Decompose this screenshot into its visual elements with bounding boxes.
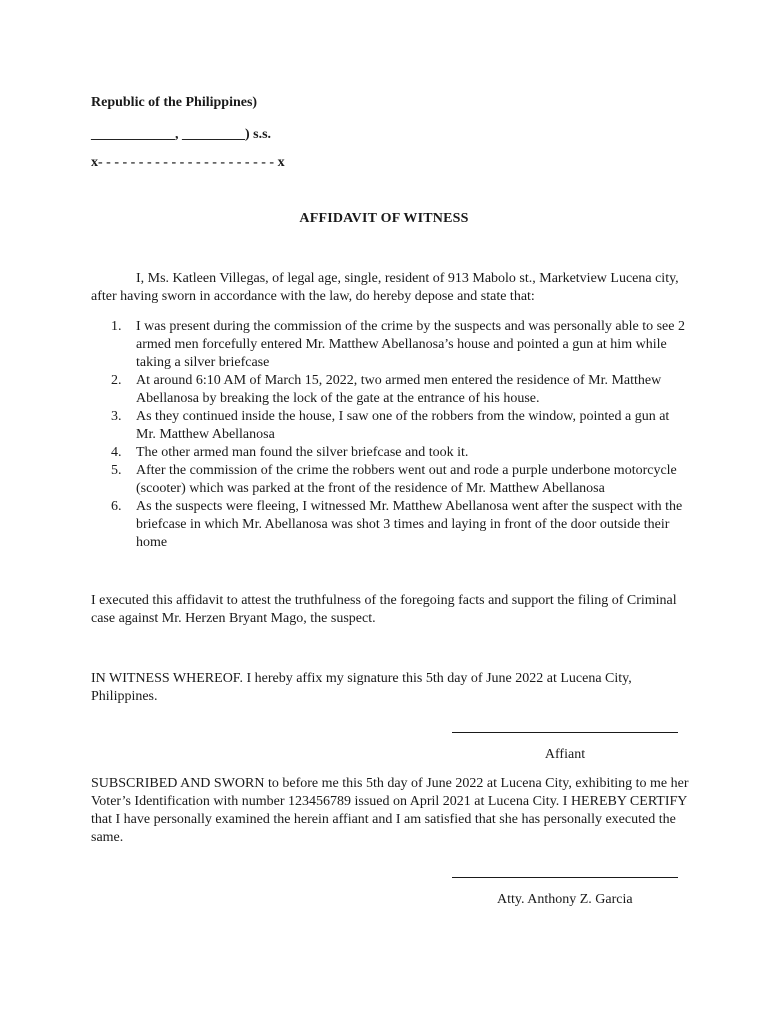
list-item-text: After the commission of the crime the robbers went out and rode a purple underbone motorcycle (scooter) which was parked at the front of the residence of Mr. Matthew Abellanosa	[136, 463, 677, 496]
list-item-text: As the suspects were fleeing, I witnessed Mr. Matthew Abellanosa went after the suspect with the briefcase in which Mr. Abellanosa was shot 3 times and laying in front of the door outside their home	[136, 499, 683, 550]
list-item-number: 3.	[111, 409, 122, 424]
witness-whereof-paragraph: IN WITNESS WHEREOF. I hereby affix my signature this 5th day of June 2022 at Lucena City, Philippines.	[91, 671, 632, 704]
list-item	[91, 498, 691, 552]
jurat-paragraph: SUBSCRIBED AND SWORN to before me this 5th day of June 2022 at Lucena City, exhibiting to me her Voter’s Identification with number 123456789 issued on April 2021 at Lucena City. I HEREBY CERTIFY that I have personally examined the herein affiant and I am satisfied that she has personally executed the same.	[91, 776, 689, 845]
list-item-number: 6.	[111, 499, 122, 514]
list-item-text: At around 6:10 AM of March 15, 2022, two armed men entered the residence of Mr. Matthew Abellanosa by breaking the lock of the gate at the entrance of his house.	[136, 373, 662, 406]
republic-header: Republic of the Philippines)	[91, 95, 258, 110]
affiant-signature-line	[452, 732, 678, 733]
list-item	[91, 372, 691, 408]
list-item	[91, 318, 691, 372]
closing-paragraph: I executed this affidavit to attest the truthfulness of the foregoing facts and support the filing of Criminal case against Mr. Herzen Bryant Mago, the suspect.	[91, 593, 677, 626]
list-item-number: 1.	[111, 319, 122, 334]
list-item-number: 4.	[111, 445, 122, 460]
list-item-number: 5.	[111, 463, 122, 478]
list-item-text: As they continued inside the house, I saw one of the robbers from the window, pointed a gun at Mr. Matthew Abellanosa	[136, 409, 670, 442]
facts-list	[91, 318, 691, 552]
list-item-number: 2.	[111, 373, 122, 388]
notary-signature-line	[452, 877, 678, 878]
caption-rule: x- - - - - - - - - - - - - - - - - - - - - - x	[91, 155, 285, 170]
venue-line: ____________, _________) s.s.	[91, 127, 272, 142]
list-item-text: I was present during the commission of the crime by the suspects and was personally able to see 2 armed men forcefully entered Mr. Matthew Abellanosa’s house and pointed a gun at him while taking a silver briefcase	[136, 319, 685, 370]
notary-name: Atty. Anthony Z. Garcia	[497, 892, 633, 907]
document-title: AFFIDAVIT OF WITNESS	[299, 211, 469, 226]
affiant-label: Affiant	[544, 747, 586, 762]
intro-paragraph: I, Ms. Katleen Villegas, of legal age, single, resident of 913 Mabolo st., Marketview Lucena city, after having sworn in accordance with the law, do hereby depose and state that:	[91, 271, 679, 304]
list-item	[91, 462, 691, 498]
list-item-text: The other armed man found the silver briefcase and took it.	[136, 445, 469, 460]
list-item	[91, 444, 691, 462]
list-item	[91, 408, 691, 444]
